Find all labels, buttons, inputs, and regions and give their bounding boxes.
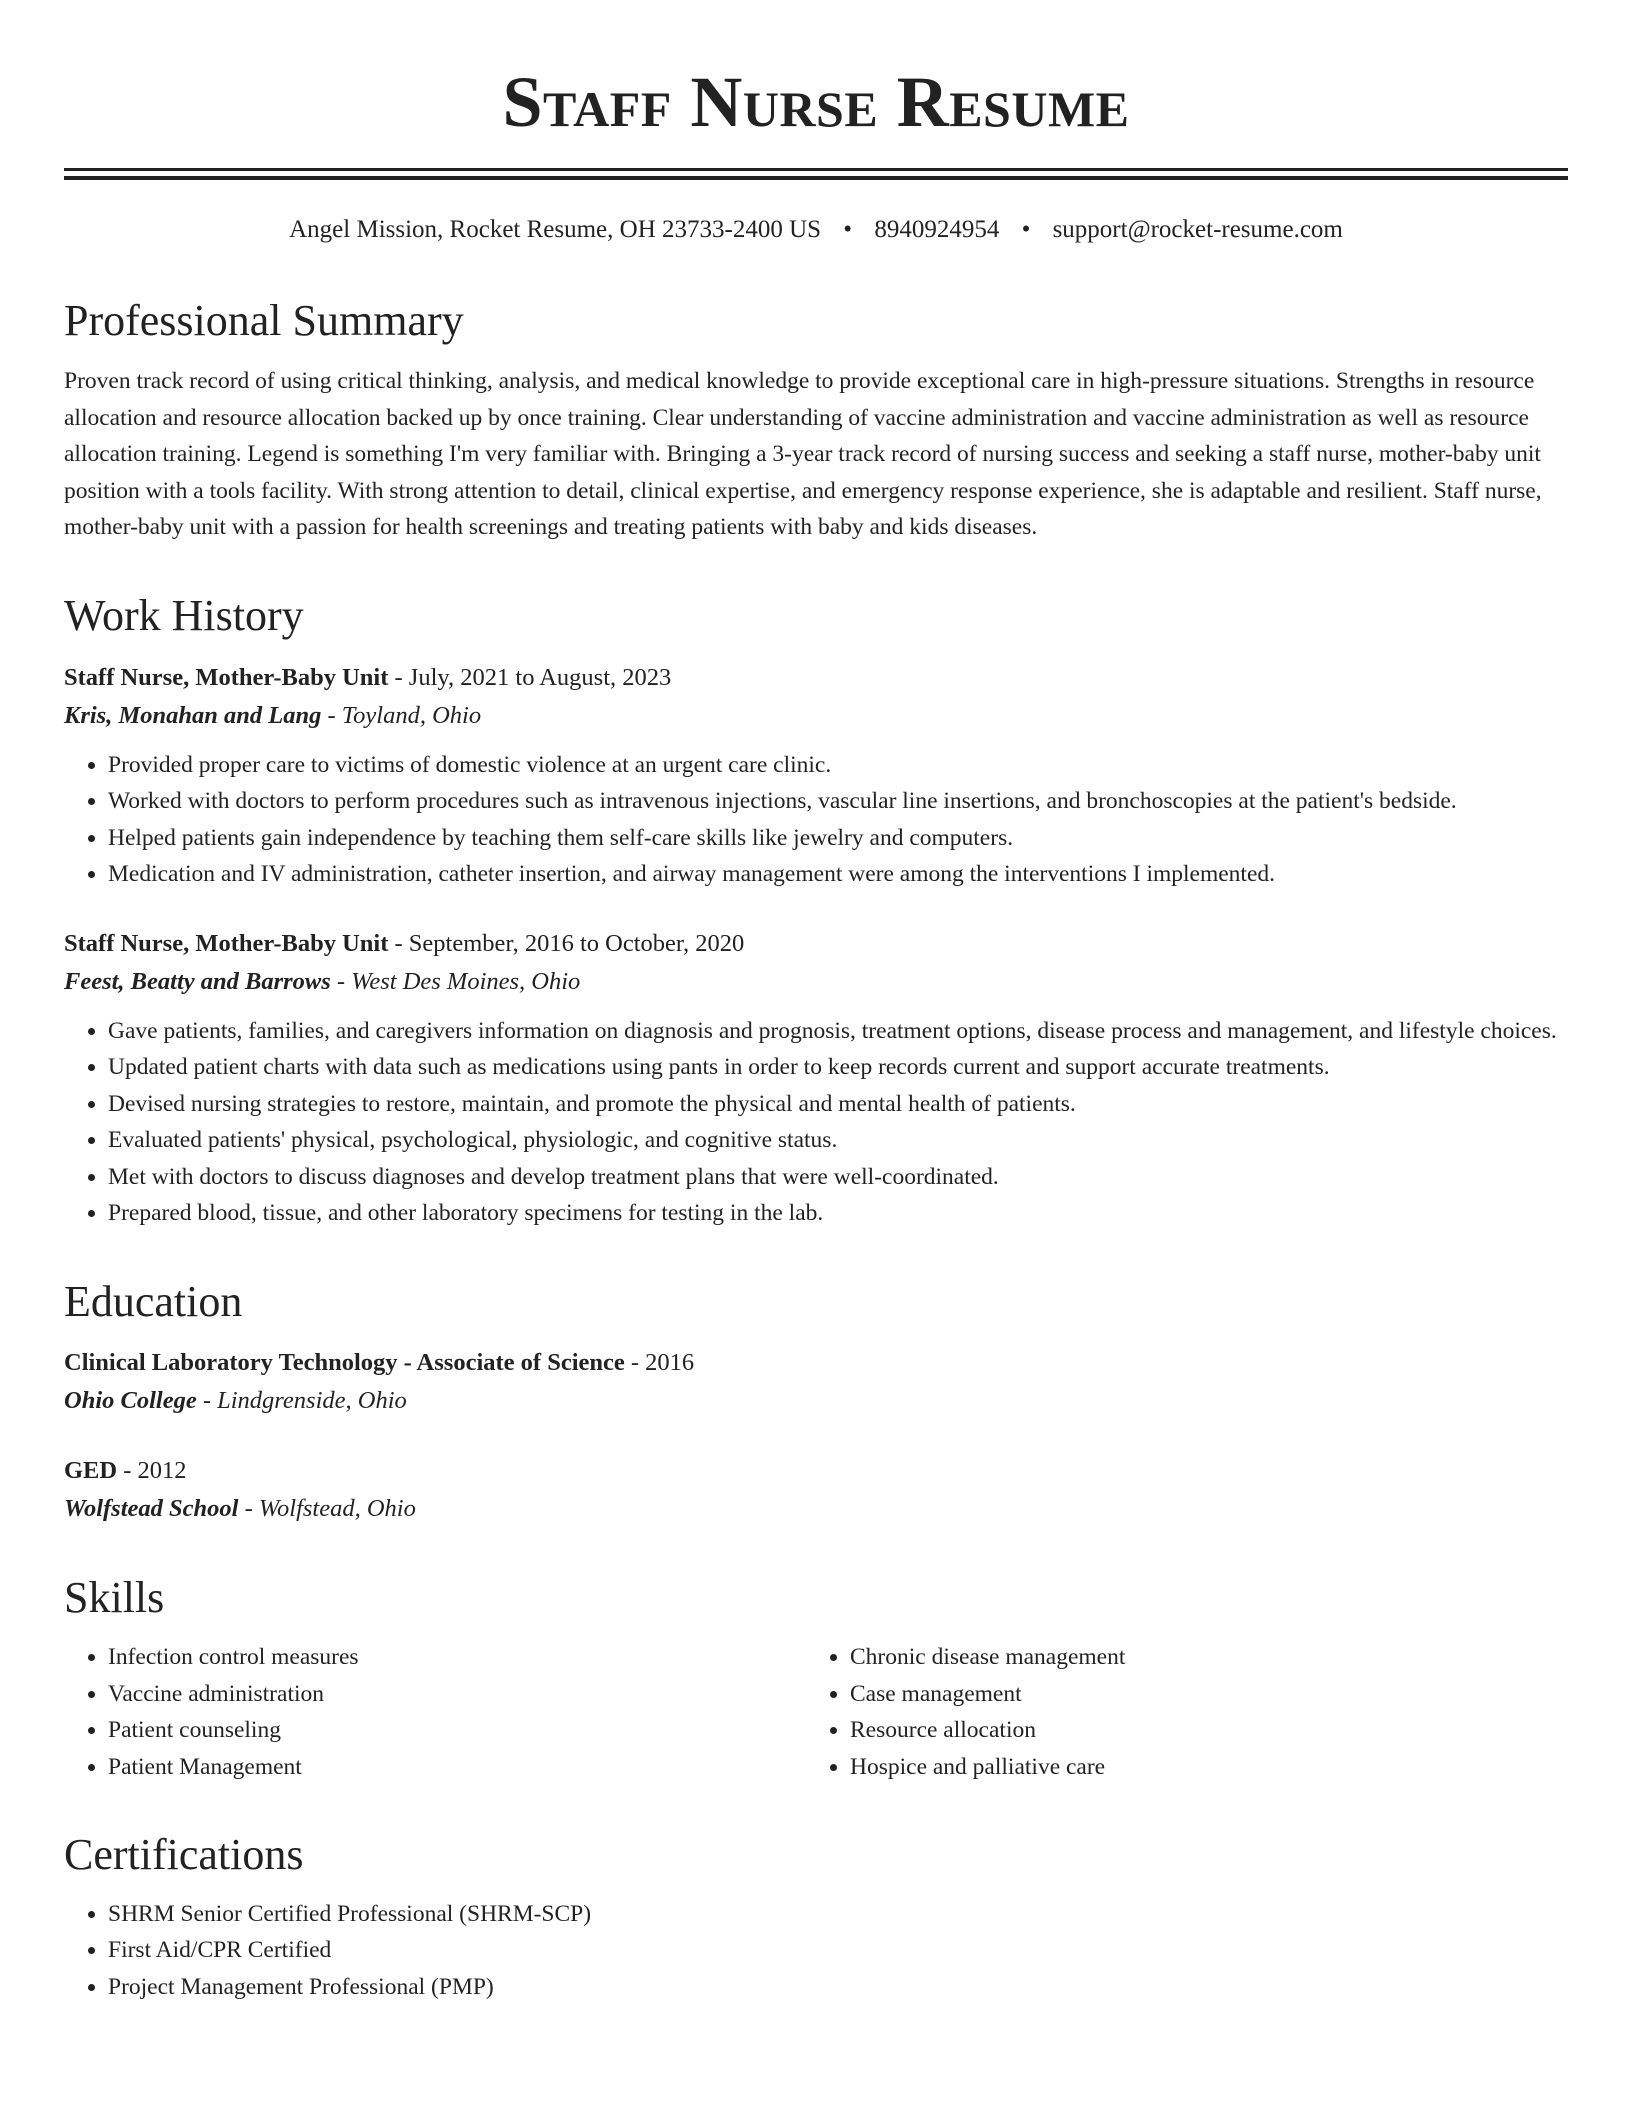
contact-line: [64, 214, 1568, 247]
list-item: • Medication and IV administration, catheter insertion, and airway management were among the interventions I implemented.: [108, 856, 1568, 893]
education-degree-line: [64, 1452, 1568, 1490]
education-school: Wolfstead School: [64, 1495, 239, 1523]
skills-section: [64, 1572, 1568, 1785]
list-item: • Evaluated patients' physical, psychological, physiologic, and cognitive status.: [108, 1122, 1568, 1159]
contact-separator: •: [1021, 216, 1031, 243]
list-item: • Prepared blood, tissue, and other laboratory specimens for testing in the lab.: [108, 1195, 1568, 1232]
job-title-line: [64, 925, 1568, 963]
job-title: Staff Nurse, Mother-Baby Unit: [64, 929, 389, 957]
list-item: • Resource allocation: [850, 1712, 1568, 1749]
work-history-section: [64, 590, 1568, 1232]
title-divider-bottom: [64, 176, 1568, 180]
list-item: • Updated patient charts with data such as medications using pants in order to keep records current and support accurate treatments.: [108, 1049, 1568, 1086]
resume-title: Staff Nurse Resume: [502, 62, 1130, 142]
job-company: Kris, Monahan and Lang: [64, 701, 322, 729]
work-history-heading: Work History: [64, 590, 304, 640]
education-section: [64, 1276, 1568, 1529]
job-dates: - July, 2021 to August, 2023: [388, 663, 672, 691]
job-title-line: [64, 659, 1568, 697]
skills-list-right: [806, 1639, 1568, 1785]
title-divider-top: [64, 168, 1568, 171]
job-bullets: [64, 747, 1568, 893]
list-item: • Met with doctors to discuss diagnoses and develop treatment plans that were well-coordinated.: [108, 1159, 1568, 1196]
summary-section: [64, 295, 1568, 546]
list-item: • Project Management Professional (PMP): [108, 1969, 1568, 2006]
certifications-list: [64, 1896, 1568, 2006]
education-location: - Lindgrenside, Ohio: [196, 1387, 407, 1415]
summary-text: Proven track record of using critical thinking, analysis, and medical knowledge to provide exceptional care in high-pressure situations. Strengths in resource allocation and resource allocation backed up by once training. Clear understanding of vaccine administration and vaccine administration as well as resource allocation training. Legend is something I'm very familiar with. Bringing a 3-year track record of nursing success and seeking a staff nurse, mother-baby unit position with a tools facility. With strong attention to detail, clinical expertise, and emergency response experience, she is adaptable and resilient. Staff nurse, mother-baby unit with a passion for health screenings and treating patients with baby and kids diseases.: [64, 368, 1542, 541]
education-entry: [64, 1344, 1568, 1420]
skills-columns: [64, 1639, 1568, 1785]
certifications-heading: Certifications: [64, 1830, 304, 1880]
job-location: - Toyland, Ohio: [321, 701, 482, 729]
list-item: • Devised nursing strategies to restore, maintain, and promote the physical and mental health of patients.: [108, 1086, 1568, 1123]
certifications-section: [64, 1829, 1568, 2005]
education-school-line: [64, 1382, 1568, 1420]
job-dates: - September, 2016 to October, 2020: [388, 929, 745, 957]
contact-separator: •: [843, 216, 853, 243]
job-location: - West Des Moines, Ohio: [330, 967, 581, 995]
list-item: • Case management: [850, 1676, 1568, 1713]
education-location: - Wolfstead, Ohio: [238, 1495, 416, 1523]
list-item: • Gave patients, families, and caregivers information on diagnosis and prognosis, treatment options, disease process and management, and lifestyle choices.: [108, 1013, 1568, 1050]
education-entry: [64, 1452, 1568, 1528]
job-entry: [64, 925, 1568, 1232]
list-item: • Patient counseling: [108, 1712, 806, 1749]
education-year: - 2012: [117, 1457, 187, 1485]
job-entry: [64, 659, 1568, 893]
contact-address: Angel Mission, Rocket Resume, OH 23733-2400 US: [289, 216, 822, 243]
job-company-line: [64, 963, 1568, 1001]
job-company: Feest, Beatty and Barrows: [64, 967, 331, 995]
job-company-line: [64, 697, 1568, 735]
summary-heading: Professional Summary: [64, 295, 464, 345]
list-item: • Hospice and palliative care: [850, 1749, 1568, 1786]
education-year: - 2016: [624, 1349, 695, 1377]
education-degree-line: [64, 1344, 1568, 1382]
list-item: • Chronic disease management: [850, 1639, 1568, 1676]
education-degree: GED: [64, 1457, 118, 1485]
list-item: • Helped patients gain independence by teaching them self-care skills like jewelry and computers.: [108, 820, 1568, 857]
skills-list-left: [64, 1639, 806, 1785]
education-school-line: [64, 1490, 1568, 1528]
list-item: • Worked with doctors to perform procedures such as intravenous injections, vascular line insertions, and bronchoscopies at the patient's bedside.: [108, 783, 1568, 820]
contact-phone: 8940924954: [874, 216, 1000, 243]
list-item: • Patient Management: [108, 1749, 806, 1786]
list-item: • SHRM Senior Certified Professional (SHRM-SCP): [108, 1896, 1568, 1933]
education-degree: Clinical Laboratory Technology - Associate of Science: [64, 1349, 625, 1377]
job-title: Staff Nurse, Mother-Baby Unit: [64, 663, 389, 691]
skills-heading: Skills: [64, 1573, 165, 1623]
job-bullets: [64, 1013, 1568, 1232]
contact-email: support@rocket-resume.com: [1052, 216, 1343, 243]
list-item: • First Aid/CPR Certified: [108, 1932, 1568, 1969]
education-heading: Education: [64, 1276, 243, 1326]
list-item: • Provided proper care to victims of domestic violence at an urgent care clinic.: [108, 747, 1568, 784]
education-school: Ohio College: [64, 1387, 197, 1415]
list-item: • Infection control measures: [108, 1639, 806, 1676]
list-item: • Vaccine administration: [108, 1676, 806, 1713]
